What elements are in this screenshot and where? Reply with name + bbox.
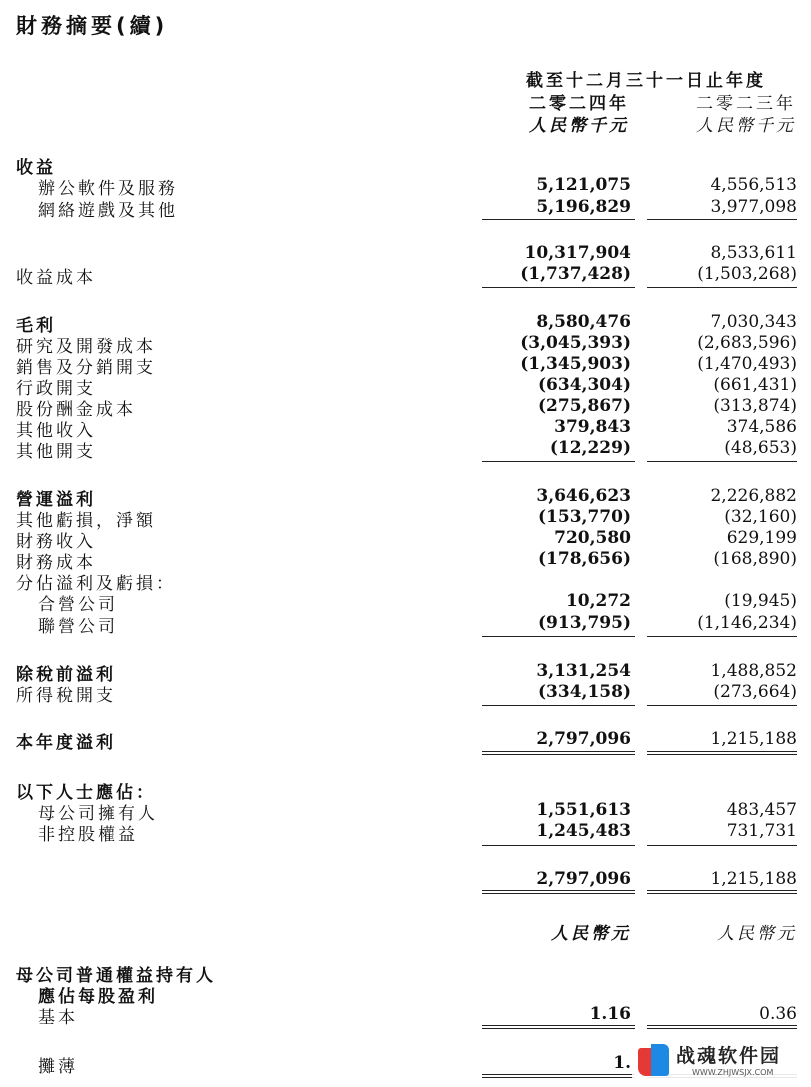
watermark-url: WWW.ZHJWSJX.COM [692, 1068, 774, 1077]
value-2023: (168,890) [713, 549, 797, 569]
total-rule [647, 890, 797, 891]
row-label: 非控股權益 [38, 825, 138, 845]
total-rule [482, 893, 635, 894]
value-2024: 379,843 [554, 417, 631, 437]
row-label: 攤薄 [38, 1057, 78, 1077]
row-label: 母公司普通權益持有人 [16, 966, 216, 986]
row-label: 行政開支 [16, 379, 96, 399]
total-rule [647, 1028, 797, 1029]
subtotal-rule [647, 287, 797, 288]
value-2024: (12,229) [549, 438, 631, 458]
value-2023: 629,199 [726, 528, 797, 548]
watermark [632, 1038, 802, 1084]
total-rule [482, 1077, 635, 1078]
row-label: 合營公司 [38, 595, 118, 615]
other-income-row [0, 416, 811, 441]
value-2023: (661,431) [713, 375, 797, 395]
value-2024: (153,770) [538, 507, 631, 527]
value-2024: 2,797,096 [536, 729, 631, 749]
watermark-logo-icon [638, 1042, 670, 1078]
value-2024: (334,158) [538, 682, 631, 702]
value-2023: (2,683,596) [697, 333, 797, 353]
value-2023: (1,470,493) [697, 354, 797, 374]
row-label: 母公司擁有人 [38, 804, 158, 824]
row-label: 基本 [38, 1008, 78, 1028]
subtotal-rule [482, 287, 635, 288]
row-label: 分佔溢利及虧損： [16, 574, 176, 594]
rd-cost-row [0, 332, 811, 357]
watermark-name: 战魂软件园 [676, 1045, 782, 1067]
value-2023: (1,146,234) [697, 613, 797, 633]
associates-row [0, 612, 811, 637]
value-2023: 3,977,098 [710, 197, 797, 217]
row-label: 營運溢利 [16, 490, 96, 510]
total-rule [482, 751, 635, 752]
row-label: 其他開支 [16, 442, 96, 462]
total-rule [482, 1074, 635, 1075]
value-2024: 2,797,096 [536, 869, 631, 889]
row-label: 聯營公司 [38, 617, 118, 637]
online-games-row [0, 196, 811, 221]
value-2023: 8,533,611 [710, 243, 797, 263]
value-2024: 8,580,476 [536, 312, 631, 332]
value-2023: 1,215,188 [710, 729, 797, 749]
value-2023: 0.36 [759, 1004, 797, 1024]
value-2024: (913,795) [538, 613, 631, 633]
value-2024: (1,345,903) [520, 354, 631, 374]
total-rule [647, 751, 797, 752]
subtotal-rule [647, 461, 797, 462]
revenue-total-row [0, 242, 811, 263]
value-2023: 731,731 [726, 821, 797, 841]
value-2024: 5,121,075 [536, 175, 631, 195]
year-2023-header: 二零二三年 [696, 94, 796, 114]
value-2023: (32,160) [724, 507, 797, 527]
profit-before-tax-row [0, 660, 811, 685]
row-label: 收益成本 [16, 268, 96, 288]
profit-for-year-row [0, 728, 811, 753]
total-rule [647, 1025, 797, 1026]
gross-profit-row [0, 311, 811, 336]
value-2024: (634,304) [538, 375, 631, 395]
value-2024: (3,045,393) [520, 333, 631, 353]
value-2023: (1,503,268) [697, 264, 797, 284]
non-controlling-row [0, 820, 811, 845]
subtotal-rule [482, 636, 635, 637]
row-label: 研究及開發成本 [16, 337, 156, 357]
value-2023: 1,215,188 [710, 869, 797, 889]
total-rule [647, 754, 797, 755]
row-label: 所得稅開支 [16, 686, 116, 706]
row-label: 財務收入 [16, 532, 96, 552]
value-2023: 7,030,343 [710, 312, 797, 332]
value-2024: 10,272 [565, 591, 631, 611]
value-2024: 5,196,829 [536, 197, 631, 217]
unit-2023: 人民幣元 [717, 924, 797, 944]
row-label: 本年度溢利 [16, 733, 116, 753]
share-comp-row [0, 395, 811, 420]
row-label: 收益 [16, 158, 56, 178]
value-2023: (19,945) [724, 591, 797, 611]
value-2023: 483,457 [726, 800, 797, 820]
row-label: 網絡遊戲及其他 [38, 201, 178, 221]
value-2024: (275,867) [538, 396, 631, 416]
row-label: 應佔每股盈利 [38, 987, 158, 1007]
value-2024: 3,646,623 [536, 486, 631, 506]
total-rule [482, 1028, 635, 1029]
total-rule [647, 893, 797, 894]
subtotal-rule [647, 845, 797, 846]
unit-2024: 人民幣元 [551, 924, 631, 944]
value-2023: (273,664) [713, 682, 797, 702]
value-2024: 1,245,483 [536, 821, 631, 841]
attributable-heading-row [0, 778, 811, 803]
row-label: 其他虧損，淨額 [16, 511, 156, 531]
value-2023: 374,586 [726, 417, 797, 437]
subtotal-rule [482, 461, 635, 462]
value-2024: (178,656) [538, 549, 631, 569]
page-title: 財務摘要(續) [16, 14, 169, 38]
row-label: 辦公軟件及服務 [38, 179, 178, 199]
total-rule [482, 754, 635, 755]
selling-cost-row [0, 353, 811, 378]
joint-ventures-row [0, 590, 811, 615]
value-2023: (48,653) [724, 438, 797, 458]
attributable-total-row [0, 868, 811, 889]
value-2023: 4,556,513 [710, 175, 797, 195]
unit-2024-header: 人民幣千元 [529, 116, 629, 136]
value-2024: 1. [613, 1053, 631, 1073]
value-2024: 10,317,904 [524, 243, 631, 263]
share-of-heading-row [0, 569, 811, 594]
subtotal-rule [482, 705, 635, 706]
subtotal-rule [482, 219, 635, 220]
subtotal-rule [482, 845, 635, 846]
eps-heading-row-2 [0, 982, 811, 1007]
finance-cost-row [0, 548, 811, 573]
value-2024: 720,580 [554, 528, 631, 548]
other-losses-row [0, 506, 811, 531]
owners-row [0, 799, 811, 824]
income-tax-row [0, 681, 811, 706]
other-expense-row [0, 437, 811, 462]
eps-basic-row [0, 1003, 811, 1028]
eps-heading-row [0, 961, 811, 986]
row-label: 股份酬金成本 [16, 400, 136, 420]
year-2024-header: 二零二四年 [529, 94, 629, 114]
value-2024: (1,737,428) [520, 264, 631, 284]
subtotal-rule [647, 219, 797, 220]
row-label: 財務成本 [16, 553, 96, 573]
unit-2023-header: 人民幣千元 [696, 116, 796, 136]
row-label: 毛利 [16, 316, 56, 336]
value-2024: 1.16 [589, 1004, 631, 1024]
row-label: 銷售及分銷開支 [16, 358, 156, 378]
rmb-unit-row [0, 918, 811, 944]
total-rule [482, 890, 635, 891]
row-label: 其他收入 [16, 421, 96, 441]
admin-expense-row [0, 374, 811, 399]
office-software-row [0, 174, 811, 199]
subtotal-rule [647, 705, 797, 706]
cost-of-revenue-row [0, 263, 811, 288]
row-label: 以下人士應佔： [16, 783, 156, 803]
finance-income-row [0, 527, 811, 552]
value-2023: 1,488,852 [710, 661, 797, 681]
period-header: 截至十二月三十一日止年度 [526, 71, 766, 91]
value-2024: 3,131,254 [536, 661, 631, 681]
subtotal-rule [647, 636, 797, 637]
row-label: 除稅前溢利 [16, 665, 116, 685]
value-2024: 1,551,613 [536, 800, 631, 820]
value-2023: (313,874) [713, 396, 797, 416]
revenue-heading-row [0, 153, 811, 178]
operating-profit-row [0, 485, 811, 510]
total-rule [482, 1025, 635, 1026]
value-2023: 2,226,882 [710, 486, 797, 506]
